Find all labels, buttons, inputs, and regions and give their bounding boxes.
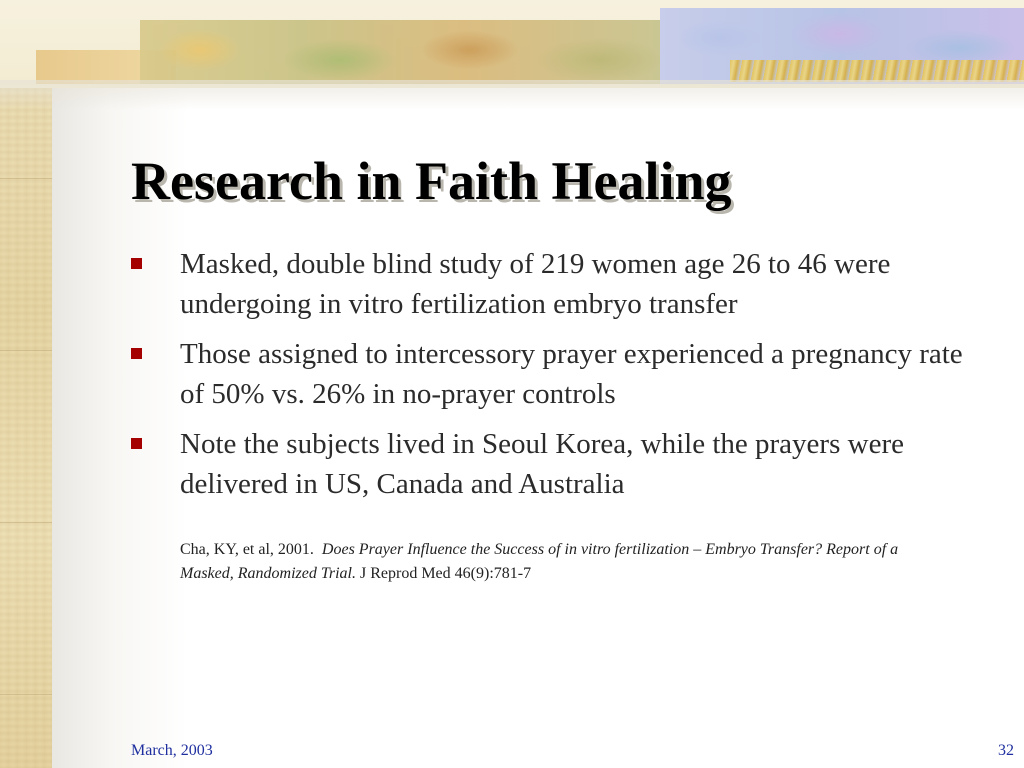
citation xyxy=(180,538,940,586)
banner-leaf-collage xyxy=(140,20,680,84)
citation-journal: J Reprod Med 46(9):781-7 xyxy=(360,565,532,582)
square-bullet-icon xyxy=(131,258,142,269)
banner-shadow xyxy=(0,80,1024,110)
bullet-item xyxy=(131,244,981,324)
parchment-seam xyxy=(0,178,52,179)
bullet-text: Note the subjects lived in Seoul Korea, while the prayers were delivered in US, Canada and Australia xyxy=(180,428,904,500)
slide-number: 32 xyxy=(998,742,1014,759)
bullet-text: Masked, double blind study of 219 women age 26 to 46 were undergoing in vitro fertilization embryo transfer xyxy=(180,248,891,320)
bullet-item xyxy=(131,424,981,504)
parchment-seam xyxy=(0,694,52,695)
parchment-seam xyxy=(0,522,52,523)
bullet-list xyxy=(131,244,981,514)
parchment-seam xyxy=(0,350,52,351)
parchment-border xyxy=(0,0,52,768)
square-bullet-icon xyxy=(131,438,142,449)
citation-authors: Cha, KY, et al, 2001. xyxy=(180,541,314,558)
slide-title: Research in Faith Healing xyxy=(131,151,732,211)
citation-article-title: Does Prayer Influence the Success of in vitro fertilization – Embryo Transfer? Report of a Masked, Randomized Trial. xyxy=(180,541,899,582)
banner-gold-grass xyxy=(730,60,1024,82)
square-bullet-icon xyxy=(131,348,142,359)
decorative-banner xyxy=(0,0,1024,88)
bullet-text: Those assigned to intercessory prayer experienced a pregnancy rate of 50% vs. 26% in no-prayer controls xyxy=(180,338,963,410)
footer-date: March, 2003 xyxy=(131,742,213,759)
bullet-item xyxy=(131,334,981,414)
